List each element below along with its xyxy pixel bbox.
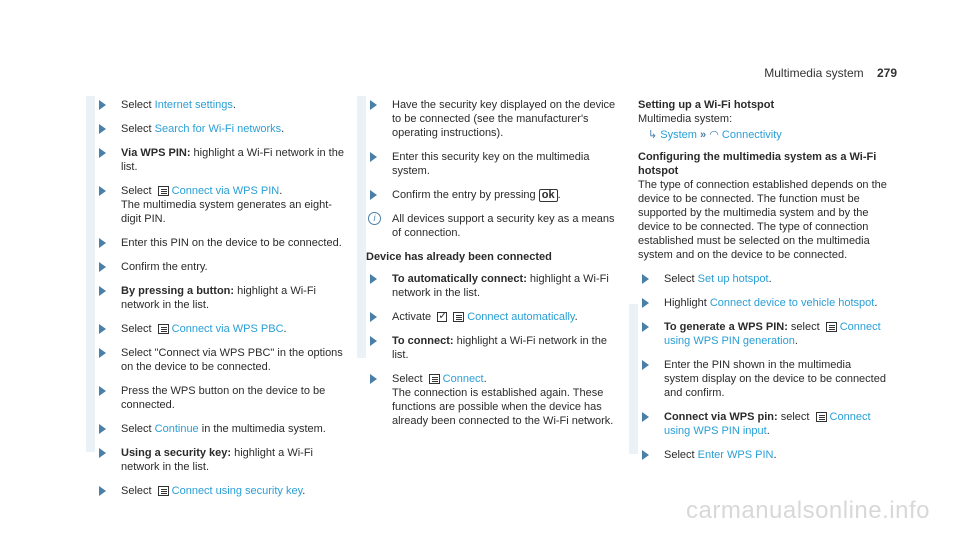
step: Select Connect using security key. bbox=[95, 484, 345, 498]
menu-path bbox=[638, 128, 888, 142]
step: Select Connect. The connection is established again. These functions are possible when the device has already been connected to the Wi-Fi network. bbox=[366, 372, 621, 428]
step: Select "Connect via WPS PBC" in the options on the device to be connected. bbox=[95, 346, 345, 374]
menu-icon bbox=[453, 312, 464, 322]
menu-icon bbox=[816, 412, 827, 422]
section-heading: Setting up a Wi-Fi hotspot bbox=[638, 99, 775, 111]
arrow-icon bbox=[99, 324, 106, 334]
page-number: 279 bbox=[876, 66, 897, 80]
path-return-icon: ↳ bbox=[648, 129, 658, 141]
menu-icon bbox=[429, 374, 440, 384]
step: Highlight Connect device to vehicle hotspot. bbox=[638, 296, 888, 310]
step: Select Internet settings. bbox=[95, 98, 345, 112]
arrow-icon bbox=[370, 100, 377, 110]
step: Select Enter WPS PIN. bbox=[638, 448, 888, 462]
menu-link[interactable]: Set up hotspot bbox=[697, 273, 769, 285]
arrow-icon bbox=[99, 486, 106, 496]
menu-link[interactable]: Connect via WPS PBC bbox=[171, 323, 284, 335]
step: Select Connect via WPS PBC. bbox=[95, 322, 345, 336]
arrow-icon bbox=[99, 100, 106, 110]
menu-link[interactable]: Connectivity bbox=[721, 129, 782, 141]
column-2 bbox=[366, 98, 621, 438]
step: Confirm the entry by pressing ok . bbox=[366, 188, 621, 202]
menu-link[interactable]: Connect device to vehicle hotspot bbox=[709, 297, 875, 309]
step: Connect via WPS pin: select Connect using WPS PIN input. bbox=[638, 410, 888, 438]
arrow-icon bbox=[99, 148, 106, 158]
column-stripe bbox=[86, 96, 95, 452]
step: Select Continue in the multimedia system. bbox=[95, 422, 345, 436]
step: To generate a WPS PIN: select Connect using WPS PIN generation. bbox=[638, 320, 888, 348]
arrow-icon bbox=[99, 238, 106, 248]
step: By pressing a button: highlight a Wi-Fi network in the list. bbox=[95, 284, 345, 312]
arrow-icon bbox=[370, 336, 377, 346]
arrow-icon bbox=[99, 424, 106, 434]
wifi-icon: ◠ bbox=[709, 129, 719, 141]
system-label: Multimedia system: bbox=[638, 113, 733, 125]
arrow-icon bbox=[99, 348, 106, 358]
step: Using a security key: highlight a Wi-Fi network in the list. bbox=[95, 446, 345, 474]
checkbox-icon bbox=[437, 312, 447, 322]
step: Via WPS PIN: highlight a Wi-Fi network in the list. bbox=[95, 146, 345, 174]
arrow-icon bbox=[99, 448, 106, 458]
menu-icon bbox=[158, 186, 169, 196]
watermark: carmanualsonline.info bbox=[686, 497, 930, 524]
menu-link[interactable]: Enter WPS PIN bbox=[697, 449, 774, 461]
arrow-icon bbox=[99, 386, 106, 396]
menu-link[interactable]: System bbox=[660, 129, 697, 141]
info-icon: i bbox=[368, 212, 381, 225]
arrow-icon bbox=[642, 412, 649, 422]
info-note: i All devices support a security key as a means of connection. bbox=[366, 212, 621, 240]
double-chevron-icon: » bbox=[700, 129, 710, 141]
menu-link[interactable]: Connect using WPS PIN input bbox=[664, 411, 871, 437]
arrow-icon bbox=[99, 286, 106, 296]
arrow-icon bbox=[642, 322, 649, 332]
menu-link[interactable]: Connect automatically bbox=[467, 311, 575, 323]
section-title: Multimedia system bbox=[764, 66, 864, 80]
menu-link[interactable]: Connect bbox=[442, 373, 484, 385]
menu-link[interactable]: Internet settings bbox=[154, 99, 233, 111]
arrow-icon bbox=[99, 124, 106, 134]
arrow-icon bbox=[370, 374, 377, 384]
menu-link[interactable]: Connect using security key bbox=[171, 485, 303, 497]
step: Confirm the entry. bbox=[95, 260, 345, 274]
menu-icon bbox=[826, 322, 837, 332]
menu-icon bbox=[158, 324, 169, 334]
menu-link[interactable]: Connect using WPS PIN generation bbox=[664, 321, 881, 347]
arrow-icon bbox=[99, 262, 106, 272]
step: To automatically connect: highlight a Wi-Fi network in the list. bbox=[366, 272, 621, 300]
section-heading: Configuring the multimedia system as a Wi-Fi hotspot bbox=[638, 151, 877, 177]
column-stripe bbox=[629, 304, 638, 454]
step: To connect: highlight a Wi-Fi network in the list. bbox=[366, 334, 621, 362]
arrow-icon bbox=[642, 360, 649, 370]
section-heading: Device has already been connected bbox=[366, 251, 552, 263]
page-header bbox=[764, 66, 897, 80]
arrow-icon bbox=[642, 450, 649, 460]
step: Have the security key displayed on the device to be connected (see the manufacturer's operating instructions). bbox=[366, 98, 621, 140]
menu-link[interactable]: Search for Wi-Fi networks bbox=[154, 123, 282, 135]
step: Enter this PIN on the device to be connected. bbox=[95, 236, 345, 250]
arrow-icon bbox=[370, 312, 377, 322]
menu-icon bbox=[158, 486, 169, 496]
menu-link[interactable]: Connect via WPS PIN bbox=[171, 185, 280, 197]
column-1 bbox=[95, 98, 345, 508]
arrow-icon bbox=[99, 186, 106, 196]
arrow-icon bbox=[370, 190, 377, 200]
arrow-icon bbox=[370, 152, 377, 162]
arrow-icon bbox=[370, 274, 377, 284]
ok-button-icon: ok bbox=[539, 189, 558, 202]
step: Enter this security key on the multimedia system. bbox=[366, 150, 621, 178]
step: Select Search for Wi-Fi networks. bbox=[95, 122, 345, 136]
menu-link[interactable]: Continue bbox=[154, 423, 199, 435]
step: Press the WPS button on the device to be connected. bbox=[95, 384, 345, 412]
step: Select Set up hotspot. bbox=[638, 272, 888, 286]
step: Select Connect via WPS PIN. The multimedia system generates an eight-digit PIN. bbox=[95, 184, 345, 226]
step: Enter the PIN shown in the multimedia system display on the device to be connected and confirm. bbox=[638, 358, 888, 400]
paragraph: The type of connection established depends on the device to be connected. The function must be supported by the multimedia system and by the device to be connected. The type of connection established must be selected on the multimedia system and on the device to be connected. bbox=[638, 179, 887, 261]
arrow-icon bbox=[642, 298, 649, 308]
arrow-icon bbox=[642, 274, 649, 284]
column-stripe bbox=[357, 96, 366, 358]
step: Activate ✓ Connect automatically. bbox=[366, 310, 621, 324]
column-3 bbox=[638, 98, 888, 472]
